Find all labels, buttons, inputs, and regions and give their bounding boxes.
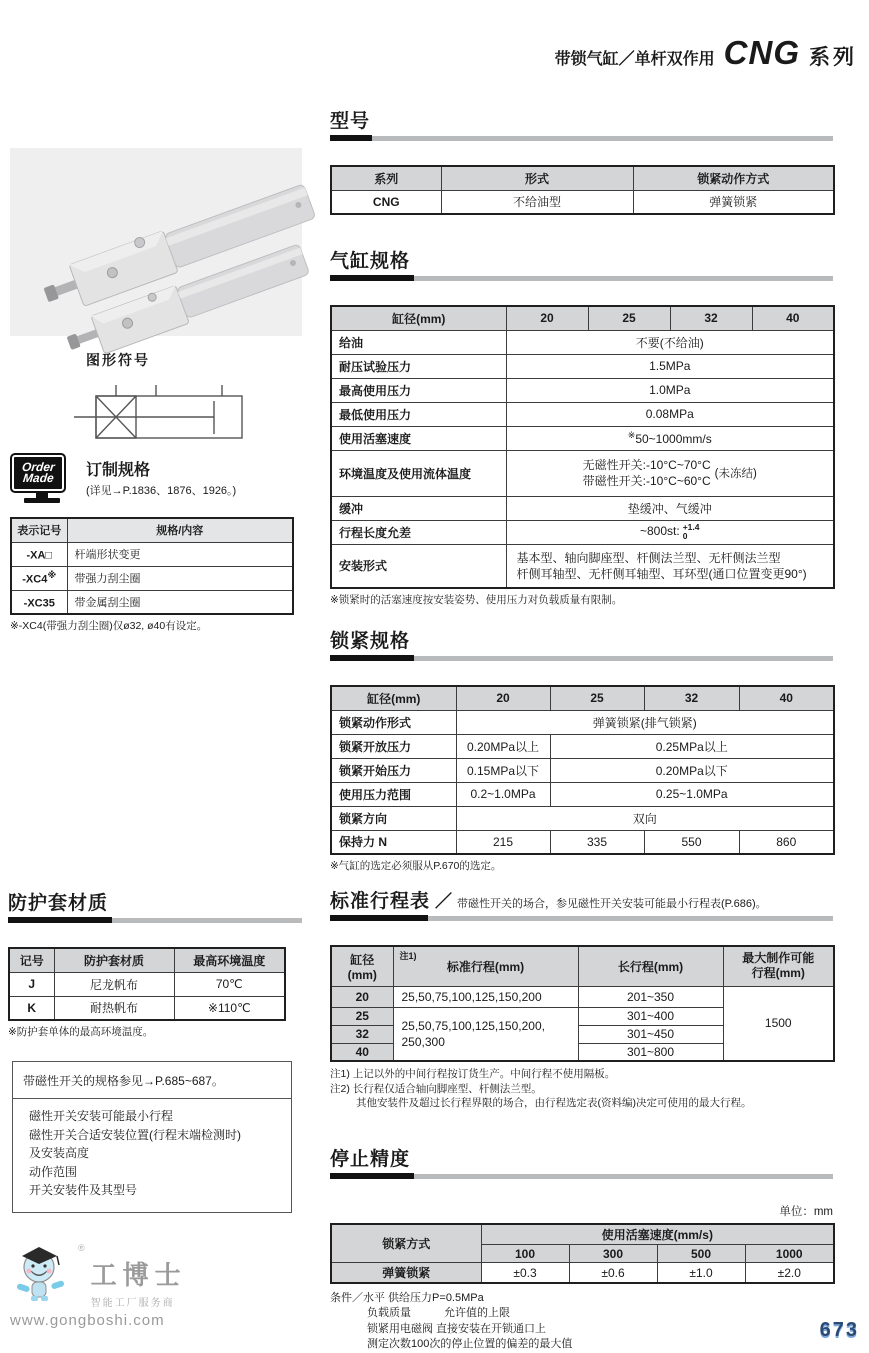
model-col-header: 锁紧动作方式	[633, 166, 834, 190]
cylinder-spec-table	[330, 305, 835, 589]
table-row: 锁紧开放压力 0.20MPa以上 0.25MPa以上	[331, 734, 834, 758]
boot-section-title: 防护套材质	[8, 893, 109, 914]
order-code: -XC4※	[11, 566, 67, 590]
bore-value: 20	[331, 986, 393, 1007]
stroke-section-title: 标准行程表	[330, 891, 431, 912]
model-col-header: 形式	[441, 166, 633, 190]
order-made-title: 订制规格	[86, 462, 151, 479]
spec-value: 弹簧锁紧(排气锁紧)	[456, 710, 834, 734]
lock-spec-table	[330, 685, 835, 855]
spec-value: 0.20MPa以上	[456, 734, 550, 758]
long-stroke: 301~400	[578, 1007, 723, 1025]
spec-value: 0.20MPa以下	[550, 758, 834, 782]
boot-material-table	[8, 947, 286, 1021]
spec-value: 0.25MPa以上	[550, 734, 834, 758]
spec-value: 双向	[456, 806, 834, 830]
cylinder-spec-title: 气缸规格	[330, 251, 411, 272]
page-title-prefix: 带锁气缸／单杆双作用	[554, 51, 715, 68]
table-row: 最高使用压力 1.0MPa	[331, 378, 834, 402]
table-row: 使用活塞速度 ※50~1000mm/s	[331, 426, 834, 450]
boot-temp: 70℃	[174, 972, 285, 996]
std-stroke-header: 注1) 标准行程(mm)	[393, 946, 578, 986]
section-rule	[330, 916, 833, 921]
lock-spec-footnote: ※气缸的选定必须服从P.670的选定。	[330, 860, 502, 872]
long-stroke-header: 长行程(mm)	[578, 946, 723, 986]
table-row	[11, 542, 293, 566]
holding-force: 215	[456, 830, 550, 854]
switch-note-item: 及安装高度	[29, 1146, 90, 1161]
order-made-subtitle: (详见→P.1836、1876、1926。)	[86, 485, 237, 497]
bore-label: 缸径(mm)	[331, 946, 393, 986]
spec-value: 垫缓冲、气缓冲	[506, 496, 834, 520]
max-stroke-header: 最大制作可能 行程(mm)	[723, 946, 834, 986]
order-desc: 带金属刮尘圈	[67, 590, 293, 614]
order-made-section	[10, 453, 302, 634]
accuracy-value: ±1.0	[657, 1263, 745, 1284]
std-stroke: 25,50,75,100,125,150,200	[393, 986, 578, 1007]
holding-force: 335	[550, 830, 644, 854]
cylinder-spec-section	[330, 246, 833, 608]
switch-note-box	[12, 1061, 292, 1213]
boot-material: 耐热帆布	[54, 996, 174, 1020]
switch-note-list	[13, 1099, 291, 1212]
bore-value: 25	[588, 306, 670, 330]
speed-value: 1000	[745, 1245, 834, 1263]
model-col-header: 系列	[331, 166, 441, 190]
order-made-table	[10, 517, 294, 615]
table-row	[9, 996, 285, 1020]
model-section-title: 型号	[330, 111, 371, 132]
bore-value: 32	[644, 686, 739, 710]
gongboshi-mascot-icon	[10, 1241, 72, 1303]
spec-value: ※50~1000mm/s	[506, 426, 834, 450]
gongboshi-logo	[10, 1241, 240, 1329]
spec-value: 基本型、轴向脚座型、杆侧法兰型、无杆侧法兰型 杆侧耳轴型、无杆侧耳轴型、耳环型(通口位置变更90°)	[506, 544, 834, 588]
table-row	[331, 190, 834, 214]
page-number: 673	[819, 1319, 859, 1341]
order-code: -XA□	[11, 542, 67, 566]
spec-value: ~800st: +1.4 0	[506, 520, 834, 544]
title-slash: ／	[435, 892, 453, 911]
speed-value: 300	[569, 1245, 657, 1263]
spec-value: 0.2~1.0MPa	[456, 782, 550, 806]
stroke-note1: 注1) 上记以外的中间行程按订货生产。中间行程不使用隔板。	[330, 1068, 616, 1080]
boot-material-section	[8, 888, 302, 1040]
table-row: 缓冲 垫缓冲、气缓冲	[331, 496, 834, 520]
table-row: 锁紧开始压力 0.15MPa以下 0.20MPa以下	[331, 758, 834, 782]
spec-value: 0.08MPa	[506, 402, 834, 426]
table-row: 行程长度允差 ~800st: +1.4 0	[331, 520, 834, 544]
table-row: 锁紧动作形式 弹簧锁紧(排气锁紧)	[331, 710, 834, 734]
stop-accuracy-table	[330, 1223, 835, 1284]
model-section	[330, 106, 833, 215]
std-stroke: 25,50,75,100,125,150,200, 250,300	[393, 1007, 578, 1061]
table-row: 安装形式 基本型、轴向脚座型、杆侧法兰型、无杆侧法兰型 杆侧耳轴型、无杆侧耳轴型、耳环型(通口位置变更90°)	[331, 544, 834, 588]
boot-code: K	[9, 996, 54, 1020]
order-made-icon-text2: Made	[21, 471, 55, 485]
bore-value: 20	[506, 306, 588, 330]
table-row: 最低使用压力 0.08MPa	[331, 402, 834, 426]
stroke-title-note: 带磁性开关的场合，参见磁性开关安装可能最小行程表(P.686)。	[457, 898, 767, 910]
model-series: CNG	[331, 190, 441, 214]
bore-label: 缸径(mm)	[331, 686, 456, 710]
order-code: -XC35	[11, 590, 67, 614]
model-type: 不给油型	[441, 190, 633, 214]
holding-force: 860	[739, 830, 834, 854]
section-rule	[330, 1174, 833, 1179]
stroke-section	[330, 886, 833, 1111]
boot-code: J	[9, 972, 54, 996]
table-row: 锁紧方向 双向	[331, 806, 834, 830]
spec-value: 不要(不给油)	[506, 330, 834, 354]
stroke-table	[330, 945, 835, 1062]
bore-label: 缸径(mm)	[331, 306, 506, 330]
product-photo	[10, 148, 302, 336]
lock-method-header: 锁紧方式	[331, 1224, 481, 1263]
pneumatic-symbol	[72, 374, 262, 446]
logo-tagline: 智能工厂服务商	[90, 1298, 175, 1309]
table-row	[11, 590, 293, 614]
spec-value: 0.15MPa以下	[456, 758, 550, 782]
spec-value: 无磁性开关:-10°C~70°C 带磁性开关:-10°C~60°C (未冻结)	[506, 450, 834, 496]
order-made-icon	[10, 453, 74, 503]
bore-value: 40	[739, 686, 834, 710]
boot-footnote: ※防护套单体的最高环境温度。	[8, 1026, 154, 1038]
lock-spec-section	[330, 626, 833, 874]
spec-value: 0.25~1.0MPa	[550, 782, 834, 806]
max-stroke: 1500	[723, 986, 834, 1061]
table-row: 耐压试验压力 1.5MPa	[331, 354, 834, 378]
accuracy-value: ±2.0	[745, 1263, 834, 1284]
switch-note-header: 带磁性开关的规格参见→P.685~687。	[13, 1062, 291, 1099]
boot-col-header: 防护套材质	[54, 948, 174, 972]
bore-value: 40	[752, 306, 834, 330]
order-desc: 杆端形状变更	[67, 542, 293, 566]
table-row: 使用压力范围 0.2~1.0MPa 0.25~1.0MPa	[331, 782, 834, 806]
accuracy-value: ±0.6	[569, 1263, 657, 1284]
bore-value: 32	[670, 306, 752, 330]
switch-note-item: 动作范围	[29, 1164, 78, 1179]
bore-value: 32	[331, 1025, 393, 1043]
speed-value: 100	[481, 1245, 569, 1263]
page-title-suffix: 系列	[809, 46, 857, 69]
table-row	[11, 566, 293, 590]
stroke-note3: 其他安装件及超过长行程界限的场合，由行程选定表(资料编)决定可使用的最大行程。	[356, 1097, 752, 1110]
order-made-icon-text1: Order	[20, 459, 56, 474]
cylinder-photo-illustration	[10, 148, 302, 336]
graphic-symbol-label: 图形符号	[86, 352, 150, 368]
bore-value: 20	[456, 686, 550, 710]
holding-force: 550	[644, 830, 739, 854]
bore-value: 40	[331, 1043, 393, 1061]
model-lock-action: 弹簧锁紧	[633, 190, 834, 214]
piston-speed-header: 使用活塞速度(mm/s)	[481, 1224, 834, 1245]
unit-label: 单位：mm	[779, 1206, 833, 1218]
speed-value: 500	[657, 1245, 745, 1263]
lock-spec-title: 锁紧规格	[330, 631, 411, 652]
boot-col-header: 记号	[9, 948, 54, 972]
order-made-col-header: 表示记号	[11, 518, 67, 542]
order-desc: 带强力刮尘圈	[67, 566, 293, 590]
lock-method: 弹簧锁紧	[331, 1263, 481, 1284]
table-row	[331, 986, 834, 1007]
page-title	[555, 34, 857, 72]
cylinder-spec-footnote: ※锁紧时的活塞速度按安装姿势、使用压力对负载质量有限制。	[330, 594, 623, 606]
table-row	[9, 972, 285, 996]
stop-accuracy-conditions: 条件／水平 供给压力P=0.5MPa 负载质量 允许值的上限 锁紧用电磁阀 直接安装在开锁通口上 测定次数100次的停止位置的偏差的最大值	[330, 1292, 573, 1351]
bore-value: 25	[550, 686, 644, 710]
long-stroke: 301~450	[578, 1025, 723, 1043]
order-made-col-header: 规格/内容	[67, 518, 293, 542]
logo-url: www.gongboshi.com	[10, 1312, 165, 1329]
section-rule	[330, 276, 833, 281]
long-stroke: 201~350	[578, 986, 723, 1007]
table-row: 给油 不要(不给油)	[331, 330, 834, 354]
boot-col-header: 最高环境温度	[174, 948, 285, 972]
page-title-series: CNG	[723, 34, 800, 71]
table-row	[331, 1263, 834, 1284]
bore-value: 25	[331, 1007, 393, 1025]
table-row: 保持力 N 215 335 550 860	[331, 830, 834, 854]
logo-name: 工博士	[90, 1261, 187, 1290]
registered-mark: ®	[78, 1243, 85, 1253]
switch-note-item: 磁性开关合适安装位置(行程末端检测时)	[29, 1127, 241, 1142]
stop-accuracy-title: 停止精度	[330, 1149, 411, 1170]
graphic-symbol-block	[72, 350, 272, 451]
table-row: 环境温度及使用流体温度 无磁性开关:-10°C~70°C 带磁性开关:-10°C~60°C (未冻结)	[331, 450, 834, 496]
section-rule	[8, 918, 302, 923]
order-made-footnote: ※-XC4(带强力刮尘圈)仅ø32, ø40有设定。	[10, 620, 208, 632]
accuracy-value: ±0.3	[481, 1263, 569, 1284]
boot-material: 尼龙帆布	[54, 972, 174, 996]
model-table	[330, 165, 835, 215]
section-rule	[330, 136, 833, 141]
spec-value: 1.5MPa	[506, 354, 834, 378]
stop-accuracy-section	[330, 1144, 833, 1353]
spec-value: 1.0MPa	[506, 378, 834, 402]
boot-temp: ※110℃	[174, 996, 285, 1020]
switch-note-item: 开关安装件及其型号	[29, 1183, 138, 1198]
stroke-note2: 注2) 长行程仅适合轴向脚座型、杆侧法兰型。	[330, 1082, 542, 1095]
section-rule	[330, 656, 833, 661]
long-stroke: 301~800	[578, 1043, 723, 1061]
switch-note-item: 磁性开关安装可能最小行程	[29, 1109, 174, 1123]
